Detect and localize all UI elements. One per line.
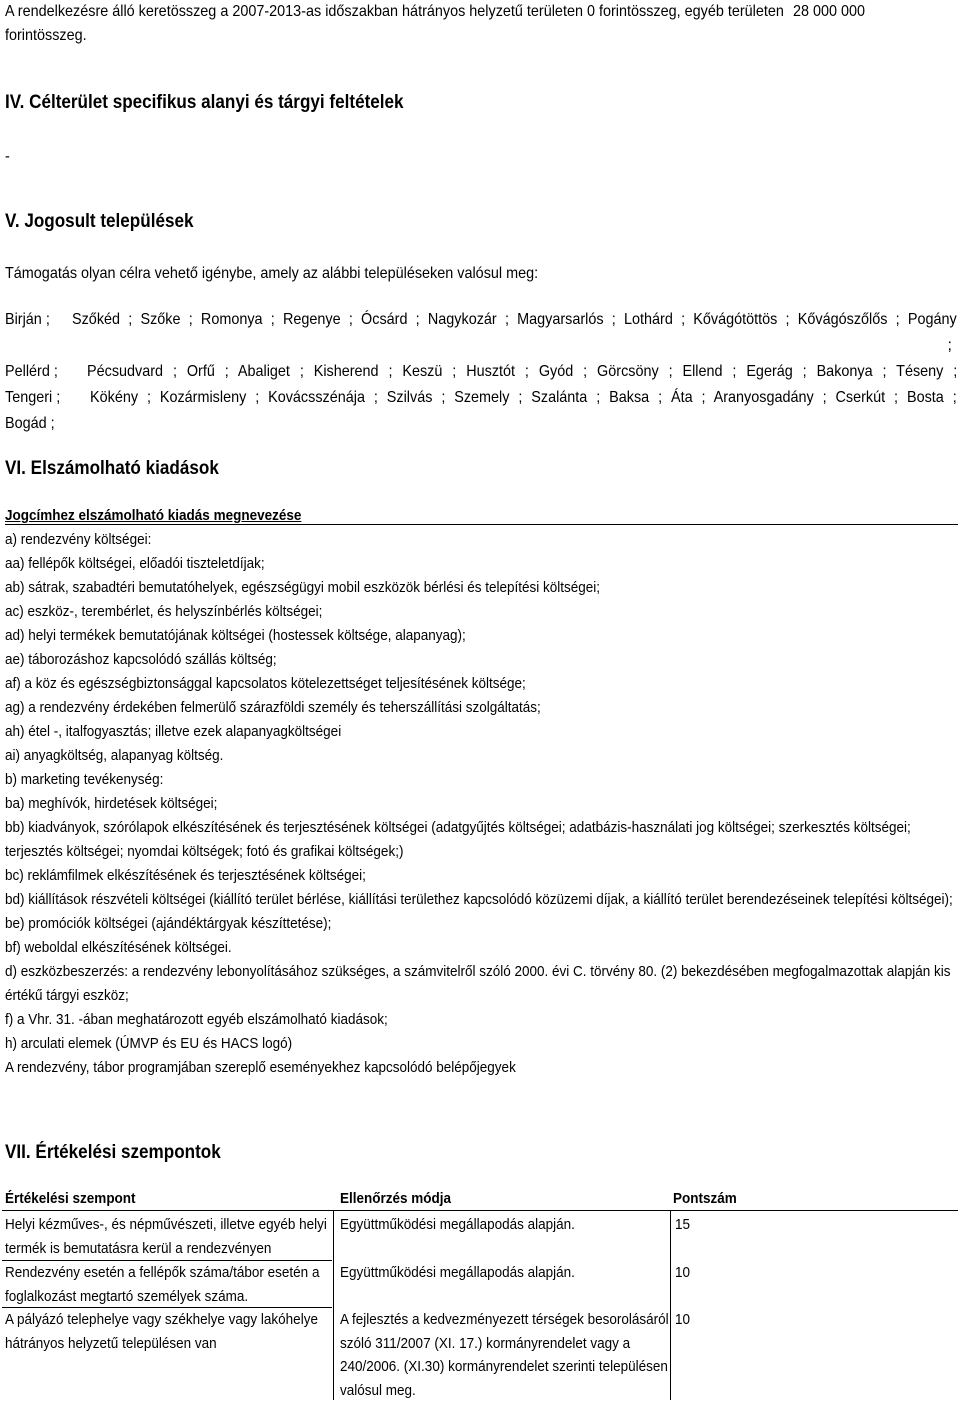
column-header-method: Ellenőrzés módja	[340, 1190, 451, 1207]
expense-header-rule	[5, 524, 958, 525]
settlement-row-first: Bogád ;	[5, 411, 55, 437]
settlement-list	[5, 307, 957, 437]
criterion-line: termék is bemutatásra kerül a rendezvényen	[5, 1237, 334, 1261]
expense-item: h) arculati elemek (ÚMVP és EU és HACS logó)	[5, 1032, 862, 1056]
expense-item: ba) meghívók, hirdetések költségei;	[5, 792, 862, 816]
column-header-points: Pontszám	[673, 1190, 737, 1207]
method-line: 240/2006. (XI.30) kormányrendelet szerinti településen	[340, 1355, 669, 1379]
intro-paragraph	[5, 0, 921, 48]
expense-table-header: Jogcímhez elszámolható kiadás megnevezése	[5, 507, 862, 524]
method-cell	[340, 1308, 669, 1402]
points-cell: 10	[675, 1308, 690, 1332]
table-header-rule	[2, 1210, 958, 1211]
method-line: Együttműködési megállapodás alapján.	[340, 1261, 669, 1285]
expense-item: f) a Vhr. 31. -ában meghatározott egyéb elszámolható kiadások;	[5, 1008, 862, 1032]
expense-item: ad) helyi termékek bemutatójának költségei (hostessek költsége, alapanyag);	[5, 624, 862, 648]
column-divider	[333, 1210, 334, 1400]
method-line: A fejlesztés a kedvezményezett térségek besorolásáról	[340, 1308, 669, 1332]
criterion-line: A pályázó telephelye vagy székhelye vagy lakóhelye	[5, 1308, 334, 1332]
criterion-cell	[5, 1308, 334, 1355]
expense-item: d) eszközbeszerzés: a rendezvény lebonyolításához szükséges, a számvitelről szóló 2000. évi C. törvény 80. (2) bekezdésében megfogalmazottak alapján kis	[5, 960, 862, 984]
settlement-row	[5, 359, 957, 385]
expense-item: af) a köz és egészségbiztonsággal kapcsolatos kötelezettséget teljesítésének költsége;	[5, 672, 862, 696]
intro-line-2: forintösszeg.	[5, 24, 921, 48]
section-iv-title: IV. Célterület specifikus alanyi és tárgyi feltételek	[5, 92, 862, 114]
settlement-row	[5, 411, 957, 437]
expense-item: ae) táborozáshoz kapcsolódó szállás költség;	[5, 648, 862, 672]
column-header-criterion: Értékelési szempont	[5, 1190, 136, 1207]
expense-item: ai) anyagköltség, alapanyag költség.	[5, 744, 862, 768]
expense-item: bc) reklámfilmek elkészítésének és terjesztésének költségei;	[5, 864, 862, 888]
column-divider	[670, 1210, 671, 1400]
points-cell: 10	[675, 1261, 690, 1285]
expense-item: aa) fellépők költségei, előadói tiszteletdíjak;	[5, 552, 862, 576]
expense-item: b) marketing tevékenység:	[5, 768, 862, 792]
criterion-cell	[5, 1261, 334, 1308]
expense-item: ah) étel -, italfogyasztás; illetve ezek alapanyagköltségei	[5, 720, 862, 744]
settlement-row-first: Tengeri ;	[5, 385, 60, 411]
settlement-row-rest: ;	[948, 333, 952, 359]
expense-list	[5, 528, 957, 1080]
expense-item: ag) a rendezvény érdekében felmerülő szárazföldi személy és teherszállítási szolgáltatás;	[5, 696, 862, 720]
expense-item: A rendezvény, tábor programjában szereplő eseményekhez kapcsolódó belépőjegyek	[5, 1056, 862, 1080]
expense-item: bb) kiadványok, szórólapok elkészítésének és terjesztésének költségei (adatgyűjtés költségei; adatbázis-használati jog költségei; szerkesztés költségei;	[5, 816, 862, 840]
section-vii-title: VII. Értékelési szempontok	[5, 1142, 862, 1164]
expense-item: értékű tárgyi eszköz;	[5, 984, 862, 1008]
method-cell	[340, 1213, 669, 1237]
points-cell: 15	[675, 1213, 690, 1237]
settlement-row-first: Birján ;	[5, 307, 50, 333]
criterion-line: hátrányos helyzetű településen van	[5, 1332, 334, 1356]
settlement-row	[5, 333, 957, 359]
method-cell	[340, 1261, 669, 1285]
criterion-line: Rendezvény esetén a fellépők száma/tábor esetén a	[5, 1261, 334, 1285]
settlement-row	[5, 307, 957, 333]
section-iv-content: -	[5, 145, 921, 169]
expense-item: bf) weboldal elkészítésének költségei.	[5, 936, 862, 960]
expense-item: ac) eszköz-, terembérlet, és helyszínbérlés költségei;	[5, 600, 862, 624]
criterion-cell	[5, 1213, 334, 1260]
settlement-row-rest: Kökény ; Kozármisleny ; Kovácsszénája ; Szilvás ; Szemely ; Szalánta ; Baksa ; Áta ; Aranyosgadány ; Cserkút ; Bosta ;	[90, 385, 957, 411]
method-line: Együttműködési megállapodás alapján.	[340, 1213, 669, 1237]
section-vi-title: VI. Elszámolható kiadások	[5, 458, 862, 480]
expense-item: be) promóciók költségei (ajándéktárgyak készíttetése);	[5, 912, 862, 936]
settlement-row-rest: Pécsudvard ; Orfű ; Abaliget ; Kisherend ; Keszü ; Husztót ; Gyód ; Görcsöny ; Ellend ; Egerág ; Bakonya ; Téseny ;	[87, 359, 957, 385]
intro-amount: 28 000 000	[793, 0, 865, 24]
settlement-row-first: Pellérd ;	[5, 359, 58, 385]
expense-item: bd) kiállítások részvételi költségei (kiállító terület bérlése, kiállítási területhez kapcsolódó közüzemi díjak, a kiállító terület berendezéseinek telepítési költségei);	[5, 888, 862, 912]
method-line: szóló 311/2007 (XI. 17.) kormányrendelet vagy a	[340, 1332, 669, 1356]
settlement-row-rest: Szőkéd ; Szőke ; Romonya ; Regenye ; Ócsárd ; Nagykozár ; Magyarsarlós ; Lothárd ; Kővágótöttös ; Kővágószőlős ; Pogány	[72, 307, 957, 333]
method-line: valósul meg.	[340, 1379, 669, 1402]
expense-item: ab) sátrak, szabadtéri bemutatóhelyek, egészségügyi mobil eszközök bérlési és telepítési költségei;	[5, 576, 862, 600]
settlement-row	[5, 385, 957, 411]
intro-line-1: A rendelkezésre álló keretösszeg a 2007-2013-as időszakban hátrányos helyzetű területen 0 forintösszeg, egyéb területen	[5, 3, 784, 20]
criterion-line: foglalkozást megtartó személyek száma.	[5, 1285, 334, 1309]
section-v-title: V. Jogosult települések	[5, 211, 862, 233]
section-v-intro: Támogatás olyan célra vehető igénybe, amely az alábbi településeken valósul meg:	[5, 262, 921, 286]
expense-item: terjesztés költségei; nyomdai költségek; fotó és grafikai költségek;)	[5, 840, 862, 864]
expense-item: a) rendezvény költségei:	[5, 528, 862, 552]
criterion-line: Helyi kézműves-, és népművészeti, illetve egyéb helyi	[5, 1213, 334, 1237]
